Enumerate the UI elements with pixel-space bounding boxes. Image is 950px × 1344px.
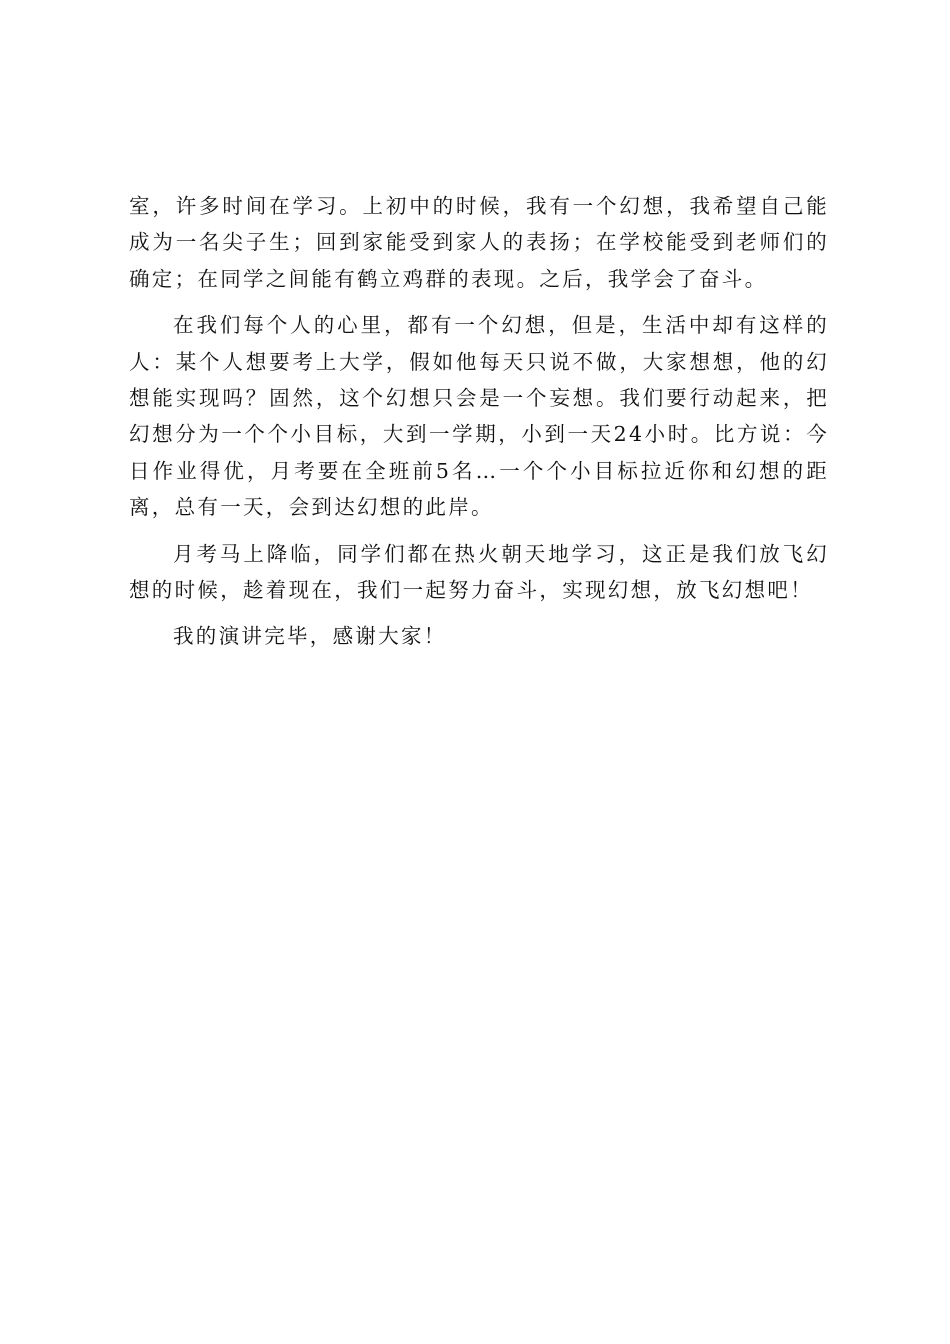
paragraph-dream-action: 在我们每个人的心里，都有一个幻想，但是，生活中却有这样的人：某个人想要考上大学，假如他每天只说不做，大家想想，他的幻想能实现吗？固然，这个幻想只会是一个妄想。我们要行动起来，把幻想分为一个个小目标，大到一学期，小到一天24小时。比方说：今日作业得优，月考要在全班前5名…一个个小目标拉近你和幻想的距离，总有一天，会到达幻想的此岸。 [129,313,829,520]
paragraph-closing: 我的演讲完毕，感谢大家！ [173,624,447,649]
paragraph-continuation: 室，许多时间在学习。上初中的时候，我有一个幻想，我希望自己能成为一名尖子生；回到家能受到家人的表扬；在学校能受到老师们的确定；在同学之间能有鹤立鸡群的表现。之后，我学会了奋斗。 [129,194,829,291]
document-body [129,188,829,655]
paragraph-monthly-exam: 月考马上降临，同学们都在热火朝天地学习，这正是我们放飞幻想的时候，趁着现在，我们一起努力奋斗，实现幻想，放飞幻想吧！ [129,541,829,603]
